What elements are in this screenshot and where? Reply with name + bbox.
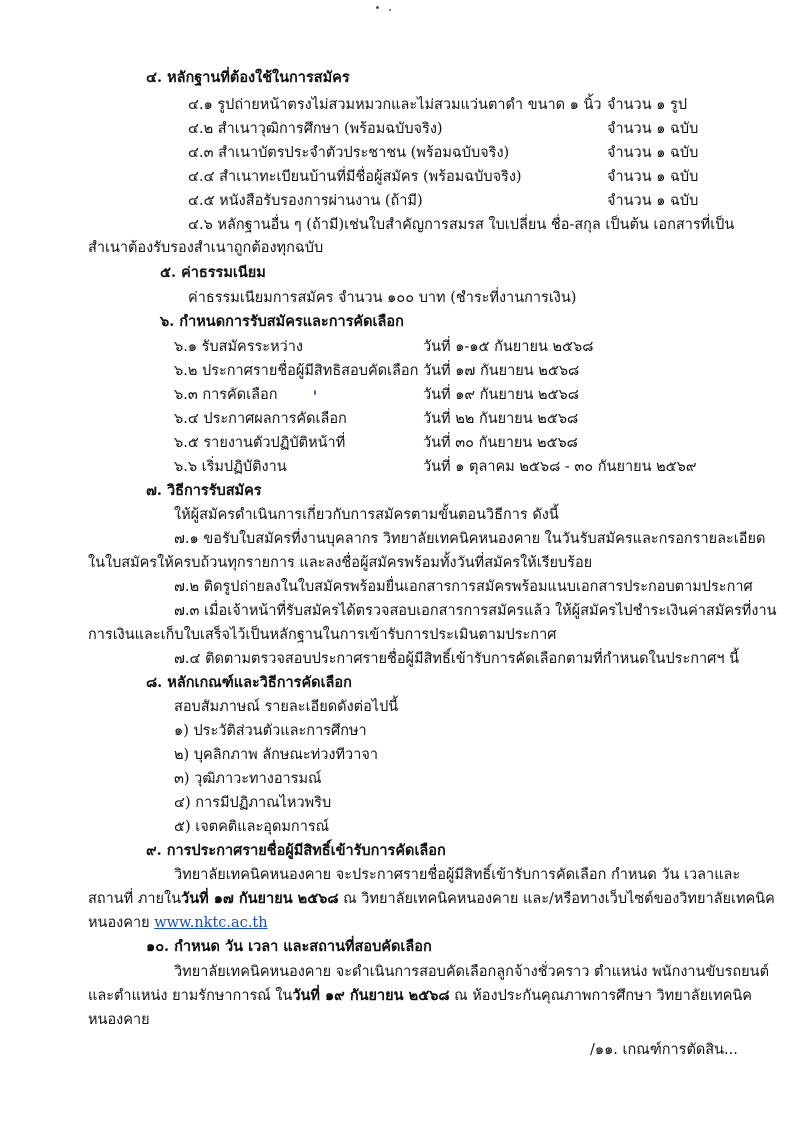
section-8-heading: ๘. หลักเกณฑ์และวิธีการคัดเลือก [146,674,352,691]
continuation-note: /๑๑. เกณฑ์การตัดสิน... [590,1042,738,1058]
schedule-date: วันที่ ๑ ตุลาคม ๒๕๖๘ - ๓๐ กันยายน ๒๕๖๙ [423,459,697,475]
evidence-item: ๔.๔ สำเนาทะเบียนบ้านที่มีชื่อผู้สมัคร (พร้อมฉบับจริง) [188,169,522,185]
procedure-paragraph-continued: การเงินและเก็บใบเสร็จไว้เป็นหลักฐานในการเข้ารับการประเมินตามประกาศ [88,627,557,643]
evidence-item: ๔.๖ หลักฐานอื่น ๆ (ถ้ามี)เช่นใบสำคัญการสมรส ใบเปลี่ยน ชื่อ-สกุล เป็นต้น เอกสารที่เป็น [188,217,735,233]
announcement-text: วิทยาลัยเทคนิคหนองคาย จะประกาศรายชื่อผู้มีสิทธิ์เข้ารับการคัดเลือก กำหนด วัน เวลาและ [174,867,741,883]
evidence-quantity: จำนวน ๑ ฉบับ [607,121,699,137]
evidence-item-continued: สำเนาต้องรับรองสำเนาถูกต้องทุกฉบับ [88,240,324,256]
procedure-paragraph: ๗.๓ เมื่อเจ้าหน้าที่รับสมัครได้ตรวจสอบเอกสารการสมัครแล้ว ให้ผู้สมัครไปชำระเงินค่าสมัครที่งาน [174,603,777,619]
schedule-label: ๖.๓ การคัดเลือก [174,387,278,403]
announcement-text-continued [88,913,268,933]
section-9-heading: ๙. การประกาศรายชื่อผู้มีสิทธิ์เข้ารับการคัดเลือก [146,842,446,859]
exam-text-part: ณ ห้องประกันคุณภาพการศึกษา วิทยาลัยเทคนิค [449,988,753,1004]
evidence-item: ๔.๑ รูปถ่ายหน้าตรงไม่สวมหมวกและไม่สวมแว่นตาดำ ขนาด ๑ นิ้ว [188,97,602,113]
scan-speck [389,9,391,11]
scan-speck [376,6,379,9]
schedule-label: ๖.๑ รับสมัครระหว่าง [174,339,304,355]
procedure-paragraph-continued: ในใบสมัครให้ครบถ้วนทุกรายการ และลงชื่อผู้สมัครพร้อมทั้งวันที่สมัครให้เรียบร้อย [88,555,593,571]
evidence-quantity: จำนวน ๑ ฉบับ [607,169,699,185]
evidence-quantity: จำนวน ๑ ฉบับ [607,145,699,161]
evidence-quantity: จำนวน ๑ รูป [607,97,688,113]
scan-speck [314,390,316,395]
procedure-paragraph: ๗.๒ ติดรูปถ่ายลงในใบสมัครพร้อมยื่นเอกสารการสมัครพร้อมแนบเอกสารประกอบตามประกาศ [174,579,753,595]
schedule-date: วันที่ ๑๙ กันยายน ๒๕๖๘ [423,387,579,403]
exam-text-continued: หนองคาย [88,1012,150,1028]
section-7-heading: ๗. วิธีการรับสมัคร [146,482,262,499]
evidence-item: ๔.๕ หนังสือรับรองการผ่านงาน (ถ้ามี) [188,193,423,209]
schedule-date: วันที่ ๑-๑๕ กันยายน ๒๕๖๘ [423,339,594,355]
section-7-intro: ให้ผู้สมัครดำเนินการเกี่ยวกับการสมัครตามขั้นตอนวิธีการ ดังนี้ [174,507,559,523]
section-4-heading: ๔. หลักฐานที่ต้องใช้ในการสมัคร [146,69,350,86]
schedule-date: วันที่ ๑๗ กันยายน ๒๕๖๘ [423,363,580,379]
website-link[interactable]: www.nktc.ac.th [154,915,268,931]
section-10-heading: ๑๐. กำหนด วัน เวลา และสถานที่สอบคัดเลือก [146,938,432,955]
section-6-heading: ๖. กำหนดการรับสมัครและการคัดเลือก [160,313,404,330]
schedule-label: ๖.๒ ประกาศรายชื่อผู้มีสิทธิสอบคัดเลือก [174,363,419,379]
exam-text-continued [88,986,752,1006]
exam-date: วันที่ ๑๙ กันยายน ๒๕๖๘ [292,987,450,1004]
evidence-item: ๔.๓ สำเนาบัตรประจำตัวประชาชน (พร้อมฉบับจริง) [188,145,510,161]
schedule-label: ๖.๔ ประกาศผลการคัดเลือก [174,411,347,427]
procedure-paragraph: ๗.๔ ติดตามตรวจสอบประกาศรายชื่อผู้มีสิทธิ์เข้ารับการคัดเลือกตามที่กำหนดในประกาศฯ นี้ [174,651,740,667]
announcement-text-part: หนองคาย [88,915,155,931]
schedule-date: วันที่ ๒๒ กันยายน ๒๕๖๘ [423,411,579,427]
announcement-text-continued [88,889,775,909]
schedule-label: ๖.๖ เริ่มปฏิบัติงาน [174,459,287,475]
evidence-quantity: จำนวน ๑ ฉบับ [607,193,699,209]
criteria-item: ๒) บุคลิกภาพ ลักษณะท่วงทีวาจา [174,747,378,763]
schedule-label: ๖.๕ รายงานตัวปฏิบัติหน้าที่ [174,435,346,451]
criteria-item: ๕) เจตคติและอุดมการณ์ [174,819,330,835]
fee-text: ค่าธรรมเนียมการสมัคร จำนวน ๑๐๐ บาท (ชำระที่งานการเงิน) [188,290,577,306]
procedure-paragraph: ๗.๑ ขอรับใบสมัครที่งานบุคลากร วิทยาลัยเทคนิคหนองคาย ในวันรับสมัครและกรอกรายละเอียด [174,531,766,547]
criteria-item: ๑) ประวัติส่วนตัวและการศึกษา [174,723,367,739]
criteria-item: ๓) วุฒิภาวะทางอารมณ์ [174,771,322,787]
schedule-date: วันที่ ๓๐ กันยายน ๒๕๖๘ [423,435,578,451]
exam-text-part: และตำแหน่ง ยามรักษาการณ์ ใน [88,988,293,1004]
criteria-item: ๔) การมีปฏิภาณไหวพริบ [174,795,332,811]
evidence-item: ๔.๒ สำเนาวุฒิการศึกษา (พร้อมฉบับจริง) [188,121,443,137]
announcement-text-part: สถานที่ ภายใน [88,891,182,907]
exam-text: วิทยาลัยเทคนิคหนองคาย จะดำเนินการสอบคัดเลือกลูกจ้างชั่วคราว ตำแหน่ง พนักงานขับรถยนต์ [174,964,769,980]
announcement-date: วันที่ ๑๗ กันยายน ๒๕๖๘ [181,890,339,907]
section-5-heading: ๕. ค่าธรรมเนียม [160,264,266,281]
announcement-text-part: ณ วิทยาลัยเทคนิคหนองคาย และ/หรือทางเว็บไซต์ของวิทยาลัยเทคนิค [338,891,775,907]
section-8-intro: สอบสัมภาษณ์ รายละเอียดดังต่อไปนี้ [174,699,399,715]
